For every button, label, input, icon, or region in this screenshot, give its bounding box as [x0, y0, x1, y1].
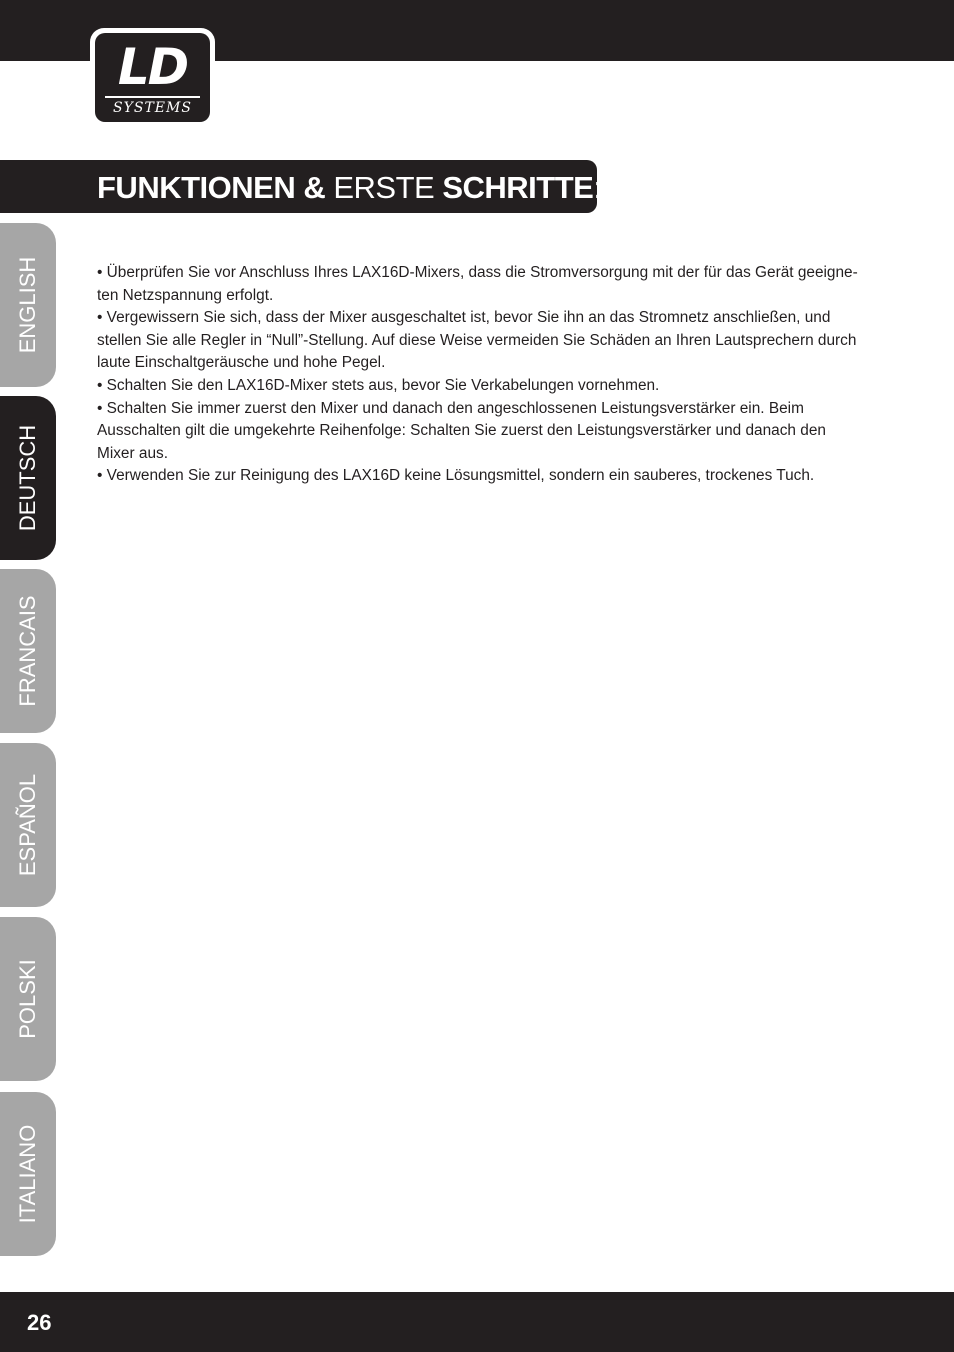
tab-label-espanol: ESPAÑOL [15, 773, 40, 877]
bullet-item: • Verwenden Sie zur Reinigung des LAX16D keine Lösungsmittel, sondern ein sauberes, trockenes Tuch. [97, 467, 815, 485]
ld-systems-logo [90, 28, 215, 127]
title-part-3: SCHRITTE [442, 170, 594, 205]
footer-bar [0, 1292, 954, 1352]
logo-subtitle: SYSTEMS [113, 100, 192, 116]
tab-label-deutsch: DEUTSCH [15, 424, 40, 532]
title-part-1: FUNKTIONEN & [97, 170, 326, 205]
tab-espanol[interactable] [0, 743, 56, 907]
tab-label-italiano: ITALIANO [15, 1124, 40, 1224]
bullet-item: • Schalten Sie den LAX16D-Mixer stets aus, bevor Sie Verkabelungen vornehmen. [97, 376, 660, 394]
tab-english[interactable] [0, 223, 56, 387]
logo-divider [105, 96, 200, 98]
logo-letters: LD [117, 38, 188, 96]
tab-label-polski: POLSKI [15, 959, 40, 1039]
tab-polski[interactable] [0, 917, 56, 1081]
tab-francais[interactable] [0, 569, 56, 733]
section-title [97, 171, 601, 205]
logo-badge [95, 33, 210, 122]
section-title-bar [0, 160, 602, 213]
instructions-list [97, 262, 859, 488]
bullet-item: • Schalten Sie immer zuerst den Mixer und danach den angeschlossenen Leistungsverstärker ein. Beim Ausschalten gilt die umgekehrte Reihenfolge: Schalten Sie zuerst den Leistungsverstärker und danach den Mixer aus. [97, 399, 826, 462]
title-part-2: ERSTE [333, 170, 435, 205]
bullet-item: • Überprüfen Sie vor Anschluss Ihres LAX16D-Mixers, dass die Stromversorgung mit der für das Gerät geeigne- ten Netzspannung erfolgt. [97, 264, 858, 304]
page-number: 26 [27, 1310, 52, 1335]
bullet-item: • Vergewissern Sie sich, dass der Mixer ausgeschaltet ist, bevor Sie ihn an das Stromnetz anschließen, und stellen Sie alle Regler in “Null”-Stellung. Auf diese Weise vermeiden Sie Schäden an Ihren Lautsprechern durch laute Einschaltgeräusche und hohe Pegel. [97, 309, 857, 372]
tab-label-francais: FRANCAIS [15, 595, 40, 707]
title-part-4: : [593, 170, 602, 205]
tab-deutsch[interactable] [0, 396, 56, 560]
tab-italiano[interactable] [0, 1092, 56, 1256]
tab-label-english: ENGLISH [15, 256, 40, 354]
